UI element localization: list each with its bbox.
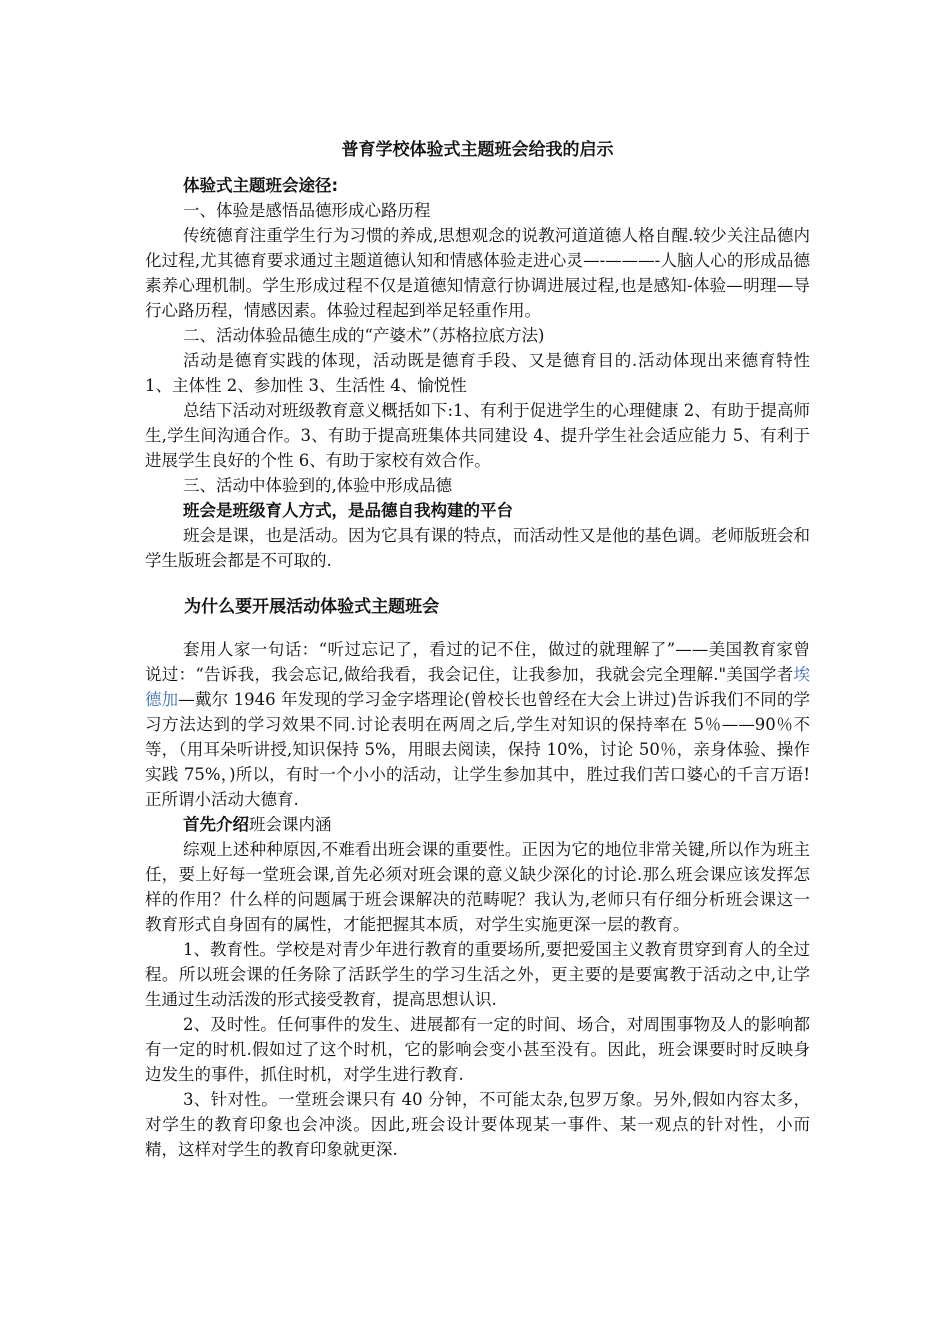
paragraph-text: 套用人家一句话：“听过忘记了，看过的记不住，做过的就理解了”——美国教育家曾说过：“告诉我，我会忘记,做给我看，我会记住，让我参加，我就会完全理解."美国学者 (145, 640, 810, 684)
subheading-bold: 首先介绍 (182, 815, 249, 834)
subheading-intro (145, 812, 810, 837)
paragraph: 传统德育注重学生行为习惯的养成,思想观念的说教河道道德人格自醒.较少关注品德内化过程,尤其德育要求通过主题道德认知和情感体验走进心灵—-———-人脑人心的形成品德素养心理机制。学生形成过程不仅是道德知情意行协调进展过程,也是感知-体验—明理—导行心路历程，情感因素。体验过程起到举足轻重作用。 (145, 226, 810, 320)
bold-statement: 班会是班级育人方式，是品德自我构建的平台 (182, 501, 513, 520)
paragraph: 二、活动体验品德生成的“产婆术”（苏格拉底方法) (182, 326, 545, 345)
paragraph-text: —戴尔 1946 年发现的学习金字塔理论(曾校长也曾经在大会上讲过)告诉我们不同的学习方法达到的学习效果不同.讨论表明在两周之后,学生对知识的保持率在 5％——90％不等，（用耳朵听讲授,知识保持 5%，用眼去阅读，保持 10%，讨论 50％，亲身体验、操作实践 75%，)所以，有时一个小小的活动，让学生参加其中，胜过我们苦口婆心的千言万语!正所谓小活动大德育. (145, 690, 811, 809)
section-heading-approach: 体验式主题班会途径: (182, 176, 339, 195)
paragraph: 综观上述种种原因,不难看出班会课的重要性。正因为它的地位非常关键,所以作为班主任，要上好每一堂班会课,首先必须对班会课的意义缺少深化的讨论.那么班会课应该发挥怎样的作用？什么样的问题属于班会课解决的范畴呢？我认为,老师只有仔细分析班会课这一教育形式自身固有的属性，才能把握其本质，对学生实施更深一层的教育。 (145, 840, 810, 934)
name-link[interactable]: 埃德加 (145, 665, 810, 709)
paragraph-quote (145, 637, 810, 812)
paragraph: 3、针对性。一堂班会课只有 40 分钟，不可能太杂,包罗万象。另外,假如内容太多，对学生的教育印象也会冲淡。因此,班会设计要体现某一事件、某一观点的针对性，小而精，这样对学生的教育印象就更深. (145, 1090, 810, 1159)
paragraph: 活动是德育实践的体现，活动既是德育手段、又是德育目的.活动体现出来德育特性 1、主体性 2、参加性 3、生活性 4、愉悦性 (145, 351, 810, 395)
paragraph: 班会是课，也是活动。因为它具有课的特点，而活动性又是他的基色调。老师版班会和学生版班会都是不可取的. (145, 526, 810, 570)
paragraph: 一、体验是感悟品德形成心路历程 (182, 201, 431, 220)
subheading-text: 班会课内涵 (248, 815, 332, 834)
document-title: 普育学校体验式主题班会给我的启示 (341, 140, 614, 160)
section-heading-why: 为什么要开展活动体验式主题班会 (184, 597, 440, 617)
paragraph: 2、及时性。任何事件的发生、进展都有一定的时间、场合，对周围事物及人的影响都有一定的时机.假如过了这个时机，它的影响会变小甚至没有。因此，班会课要时时反映身边发生的事件，抓住时机，对学生进行教育. (145, 1015, 810, 1084)
paragraph: 总结下活动对班级教育意义概括如下:1、有利于促进学生的心理健康 2、有助于提高师生,学生间沟通合作。3、有助于提高班集体共同建设 4、提升学生社会适应能力 5、有利于进展学生良好的个性 6、有助于家校有效合作。 (145, 401, 810, 470)
paragraph: 三、活动中体验到的,体验中形成品德 (182, 476, 453, 495)
paragraph: 1、教育性。学校是对青少年进行教育的重要场所,要把爱国主义教育贯穿到育人的全过程。所以班会课的任务除了活跃学生的学习生活之外，更主要的是要寓教于活动之中,让学生通过生动活泼的形式接受教育，提高思想认识. (145, 940, 810, 1009)
